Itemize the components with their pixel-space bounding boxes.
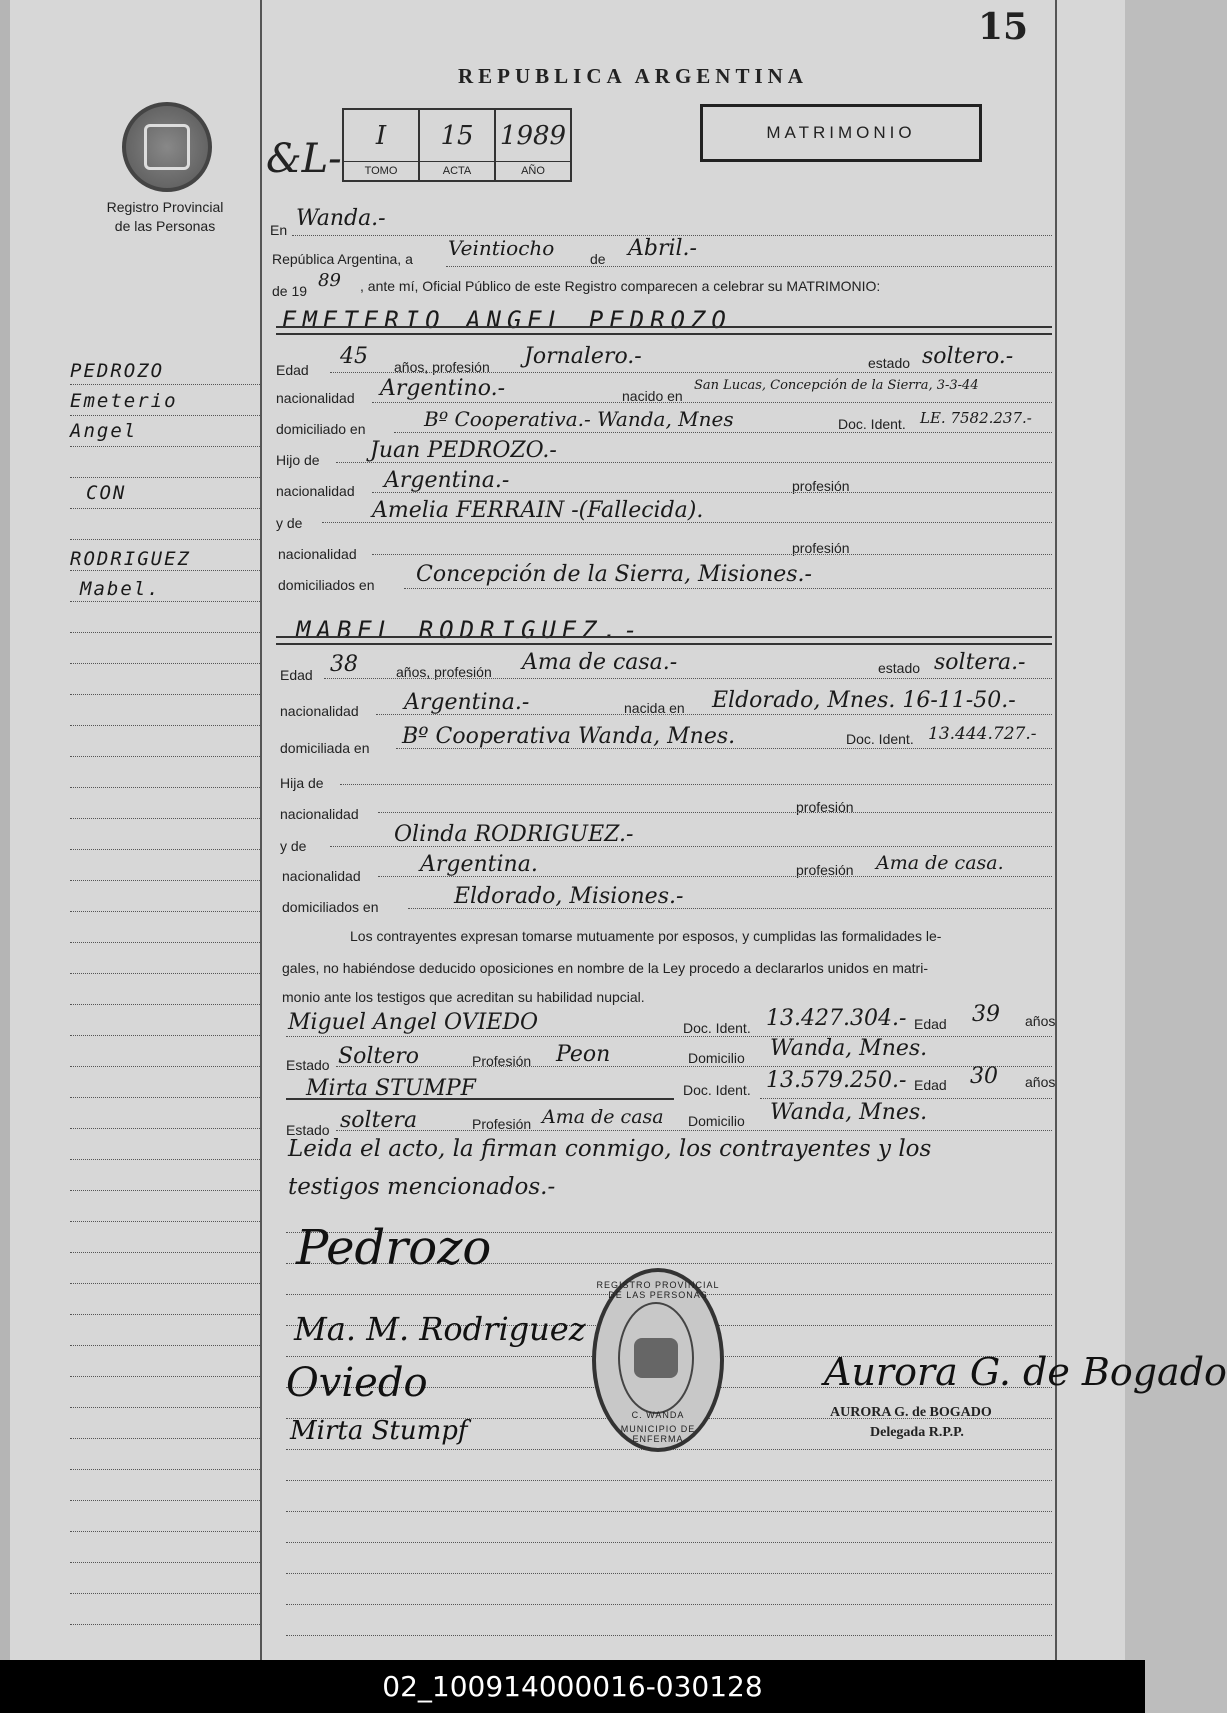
day-value: Veintiocho — [448, 236, 555, 260]
groom-nat-line — [372, 402, 1052, 403]
official-signature: Aurora G. de Bogado — [824, 1350, 1227, 1394]
bride-mother-nat-line — [378, 876, 1052, 877]
bride-edad-label: Edad — [280, 667, 313, 683]
margin-rule-line — [70, 415, 260, 416]
groom-father: Juan PEDROZO.- — [370, 438, 557, 463]
registry-line-1: Registro Provincial — [106, 199, 224, 215]
margin-rule-line — [70, 1593, 260, 1594]
signature-groom: Pedrozo — [296, 1220, 492, 1276]
de-label: de — [590, 251, 606, 267]
margin-con: CON — [86, 482, 127, 504]
bride-birth: Eldorado, Mnes. 16-11-50.- — [712, 688, 1016, 713]
closing-line-2: testigos mencionados.- — [288, 1174, 556, 1200]
groom-parents-address: Concepción de la Sierra, Misiones.- — [416, 562, 812, 587]
margin-rule-line — [70, 1035, 260, 1036]
bride-parents-address: Eldorado, Misiones.- — [454, 884, 684, 909]
bride-mother-line — [330, 846, 1052, 847]
witness-1-doc-label: Doc. Ident. — [683, 1020, 751, 1036]
margin-rule-line — [70, 1345, 260, 1346]
bride-doc: 13.444.727.- — [928, 724, 1037, 744]
margin-rule-line — [70, 1004, 260, 1005]
margin-rule-line — [70, 849, 260, 850]
bride-name-line — [276, 636, 1052, 638]
margin-rule-line — [70, 477, 260, 478]
ano-value: 1989 — [499, 120, 567, 151]
margin-rule-line — [70, 1097, 260, 1098]
bride-mother: Olinda RODRIGUEZ.- — [394, 822, 634, 847]
groom-doc: LE. 7582.237.- — [920, 409, 1032, 427]
groom-father-prof-label: profesión — [792, 478, 850, 494]
official-role: Delegada R.P.P. — [870, 1425, 964, 1440]
margin-rule-line — [70, 756, 260, 757]
bride-hija-label: Hija de — [280, 775, 324, 791]
bride-doc-label: Doc. Ident. — [846, 731, 914, 747]
acta-label: ACTA — [420, 161, 494, 180]
bride-address: Bº Cooperativa Wanda, Mnes. — [402, 724, 736, 749]
margin-rule-line — [70, 1531, 260, 1532]
witness-1-edad-label: Edad — [914, 1016, 947, 1032]
country-title: REPUBLICA ARGENTINA — [458, 64, 808, 88]
groom-edad-label: Edad — [276, 362, 309, 378]
bride-dom-label: domiciliada en — [280, 740, 370, 756]
witness-1-anos: años — [1025, 1013, 1056, 1029]
groom-nac-label: nacionalidad — [276, 390, 355, 406]
witness-1-estado: Soltero — [338, 1044, 419, 1069]
stamp-sub: C. WANDA — [631, 1410, 685, 1420]
witness-1-profession: Peon — [556, 1042, 611, 1067]
witness-2-anos: años — [1025, 1074, 1056, 1090]
bride-mother-nat-label: nacionalidad — [282, 868, 361, 884]
witness-1-line — [286, 1036, 1052, 1037]
margin-rule-line — [70, 1624, 260, 1625]
bride-parents-line — [408, 908, 1052, 909]
witness-2-address: Wanda, Mnes. — [770, 1100, 928, 1125]
signature-bride: Ma. M. Rodriguez — [294, 1310, 586, 1348]
margin-first-name: Emeterio — [70, 390, 178, 412]
stamp-sub-2: MUNICIPIO DE ENFERMA — [620, 1424, 696, 1444]
bride-mother-nat: Argentina. — [420, 852, 538, 877]
margin-rule-line — [70, 1066, 260, 1067]
margin-rule-line — [70, 725, 260, 726]
bride-age-line — [324, 678, 1052, 679]
stamp-crest — [634, 1338, 678, 1378]
bride-age: 38 — [330, 652, 358, 677]
witness-2-estado: soltera — [340, 1108, 418, 1133]
bride-anos-label: años, profesión — [396, 664, 492, 680]
page-number: 15 — [978, 6, 1029, 48]
witness-2-prof-label: Profesión — [472, 1116, 532, 1132]
margin-rule-line — [70, 601, 260, 602]
bride-father-nat-label: nacionalidad — [280, 806, 359, 822]
month-value: Abril.- — [628, 236, 697, 261]
groom-birth: San Lucas, Concepción de la Sierra, 3-3-44 — [694, 378, 979, 393]
groom-nacido-label: nacido en — [622, 388, 683, 404]
witness-1-line-2 — [336, 1066, 1052, 1067]
groom-parents-line — [404, 588, 1052, 589]
groom-profession: Jornalero.- — [524, 344, 642, 369]
stamp-text: REGISTRO PROVINCIAL DE LAS PERSONAS — [596, 1280, 720, 1300]
witness-2-edad-label: Edad — [914, 1077, 947, 1093]
witness-2-age: 30 — [970, 1064, 998, 1089]
signature-witness-2: Mirta Stumpf — [290, 1416, 468, 1446]
margin-rule-line — [70, 508, 260, 509]
witness-2-dom-label: Domicilio — [688, 1113, 745, 1129]
groom-nationality: Argentino.- — [380, 376, 506, 401]
witness-1-estado-label: Estado — [286, 1057, 330, 1073]
groom-name-line-2 — [276, 333, 1052, 335]
registry-name — [80, 198, 250, 236]
declaration-line-3: monio ante los testigos que acreditan su habilidad nupcial. — [282, 989, 645, 1005]
groom-age: 45 — [340, 344, 368, 369]
margin-surname: PEDROZO — [70, 360, 165, 382]
blank-rule-line — [286, 1542, 1052, 1543]
groom-father-nat: Argentina.- — [384, 468, 510, 493]
binding-edge — [0, 0, 10, 1660]
margin-rule-line — [70, 1500, 260, 1501]
groom-estado: soltero.- — [922, 344, 1014, 369]
witness-1-address: Wanda, Mnes. — [770, 1036, 928, 1061]
groom-doc-label: Doc. Ident. — [838, 416, 906, 432]
witness-2-doc-label: Doc. Ident. — [683, 1082, 751, 1098]
margin-rule-line — [70, 1252, 260, 1253]
blank-rule-line — [286, 1480, 1052, 1481]
margin-rule-line — [70, 446, 260, 447]
bride-mother-prof-label: profesión — [796, 862, 854, 878]
bride-nationality: Argentina.- — [404, 690, 530, 715]
groom-hijo-label: Hijo de — [276, 452, 320, 468]
margin-rule-line — [70, 632, 260, 633]
initials-mark: &L- — [266, 136, 342, 182]
blank-rule-line — [286, 1604, 1052, 1605]
bride-name-line-2 — [276, 643, 1052, 645]
declaration-line-2: gales, no habiéndose deducido oposiciones en nombre de la Ley procedo a declararlos unidos en matri- — [282, 960, 928, 976]
margin-rule-line — [70, 1221, 260, 1222]
official-stamp — [592, 1268, 724, 1452]
republica-label: República Argentina, a — [272, 251, 413, 267]
groom-estado-label: estado — [868, 355, 911, 371]
groom-address: Bº Cooperativa.- Wanda, Mnes — [424, 407, 734, 431]
blank-rule-line — [286, 1573, 1052, 1574]
bride-father-prof-label: profesión — [796, 799, 854, 815]
groom-mother-prof-label: profesión — [792, 540, 850, 556]
groom-dom-label: domiciliado en — [276, 421, 366, 437]
witness-1-name: Miguel Angel OVIEDO — [288, 1010, 539, 1035]
groom-father-nat-label: nacionalidad — [276, 483, 355, 499]
margin-rule-line — [70, 1376, 260, 1377]
record-type-box — [700, 104, 982, 162]
bride-profession: Ama de casa.- — [522, 650, 678, 675]
margin-rule-line — [70, 1159, 260, 1160]
registry-line-2: de las Personas — [114, 218, 216, 234]
groom-father-nat-line — [372, 492, 1052, 493]
margin-rule-line — [70, 1438, 260, 1439]
witness-2-line — [286, 1098, 674, 1100]
year-suffix: 89 — [318, 270, 341, 291]
closing-line-1: Leida el acto, la firman conmigo, los contrayentes y los — [288, 1136, 932, 1162]
witness-1-age: 39 — [972, 1002, 1000, 1027]
witness-1-dom-label: Domicilio — [688, 1050, 745, 1066]
margin-rule-line — [70, 787, 260, 788]
declaration-line-1: Los contrayentes expresan tomarse mutuamente por esposos, y cumplidas las formalidades le- — [350, 928, 942, 944]
scan-footer: 02_100914000016-030128 — [0, 1660, 1145, 1713]
date-line — [446, 266, 1052, 267]
groom-mother: Amelia FERRAIN -(Fallecida). — [372, 498, 704, 523]
witness-2-line-2 — [336, 1130, 1052, 1131]
margin-rule-line — [70, 570, 260, 571]
witness-1-prof-label: Profesión — [472, 1053, 532, 1069]
margin-rule-line — [70, 1314, 260, 1315]
margin-rule-line — [70, 1283, 260, 1284]
groom-mother-nat-label: nacionalidad — [278, 546, 357, 562]
margin-rule — [260, 0, 262, 1660]
margin-rule-line — [70, 384, 260, 385]
bride-name: MABEL RODRIGUEZ.- — [296, 616, 644, 644]
right-rule — [1055, 0, 1057, 1660]
groom-age-line — [330, 372, 1052, 373]
margin-rule-line — [70, 880, 260, 881]
acta-value: 15 — [440, 120, 474, 151]
margin-rule-line — [70, 942, 260, 943]
margin-rule-line — [70, 818, 260, 819]
groom-hijo-line — [336, 462, 1052, 463]
margin-middle-name: Angel — [70, 420, 138, 442]
seal-logo — [122, 102, 212, 192]
reference-box — [342, 108, 572, 182]
witness-2-doc: 13.579.250.- — [766, 1068, 907, 1093]
bride-nacida-label: nacida en — [624, 700, 685, 716]
bride-father-nat-line — [378, 812, 1052, 813]
margin-rule-line — [70, 973, 260, 974]
bride-yde-label: y de — [280, 838, 307, 854]
ano-cell — [496, 110, 570, 180]
blank-rule-line — [286, 1635, 1052, 1636]
bride-estado-label: estado — [878, 660, 921, 676]
tomo-value: I — [375, 120, 387, 151]
official-name: AURORA G. de BOGADO — [830, 1405, 992, 1420]
groom-yde-label: y de — [276, 515, 303, 531]
margin-rule-line — [70, 1469, 260, 1470]
bride-hija-line — [340, 784, 1052, 785]
margin-rule-line — [70, 1407, 260, 1408]
groom-mother-nat-line — [372, 554, 1052, 555]
groom-dom-line — [394, 432, 1052, 433]
blank-rule-line — [286, 1511, 1052, 1512]
groom-mother-line — [322, 522, 1052, 523]
witness-1-doc: 13.427.304.- — [766, 1006, 907, 1031]
margin-rule-line — [70, 663, 260, 664]
witness-2-line-b — [760, 1098, 1052, 1099]
signature-witness-1: Oviedo — [286, 1360, 428, 1406]
margin-bride-name: Mabel. — [80, 578, 161, 600]
margin-rule-line — [70, 1562, 260, 1563]
tomo-label: TOMO — [344, 161, 418, 180]
year-prefix: de 19 — [272, 283, 308, 299]
ante-label: , ante mí, Oficial Público de este Registro comparecen a celebrar su MATRIMONIO: — [360, 278, 881, 294]
bride-nat-line — [376, 714, 1052, 715]
bride-parents-dom-label: domiciliados en — [282, 899, 379, 915]
witness-2-profession: Ama de casa — [542, 1106, 664, 1128]
en-label: En — [270, 222, 288, 238]
bride-dom-line — [396, 748, 1052, 749]
witness-2-estado-label: Estado — [286, 1122, 330, 1138]
ano-label: AÑO — [496, 161, 570, 180]
record-type: MATRIMONIO — [766, 123, 916, 142]
groom-name: EMETERIO ANGEL PEDROZO — [282, 306, 732, 334]
bride-nac-label: nacionalidad — [280, 703, 359, 719]
margin-rule-line — [70, 1128, 260, 1129]
margin-rule-line — [70, 911, 260, 912]
place-value: Wanda.- — [296, 206, 386, 231]
margin-rule-line — [70, 694, 260, 695]
witness-2-name: Mirta STUMPF — [306, 1076, 476, 1101]
margin-rule-line — [70, 539, 260, 540]
margin-rule-line — [70, 1190, 260, 1191]
groom-name-line — [276, 326, 1052, 328]
groom-parents-dom-label: domiciliados en — [278, 577, 375, 593]
bride-estado: soltera.- — [934, 650, 1026, 675]
tomo-cell — [344, 110, 420, 180]
acta-cell — [420, 110, 496, 180]
groom-anos-label: años, profesión — [394, 359, 490, 375]
margin-bride-surname: RODRIGUEZ — [70, 548, 191, 570]
bride-mother-prof: Ama de casa. — [876, 852, 1004, 874]
